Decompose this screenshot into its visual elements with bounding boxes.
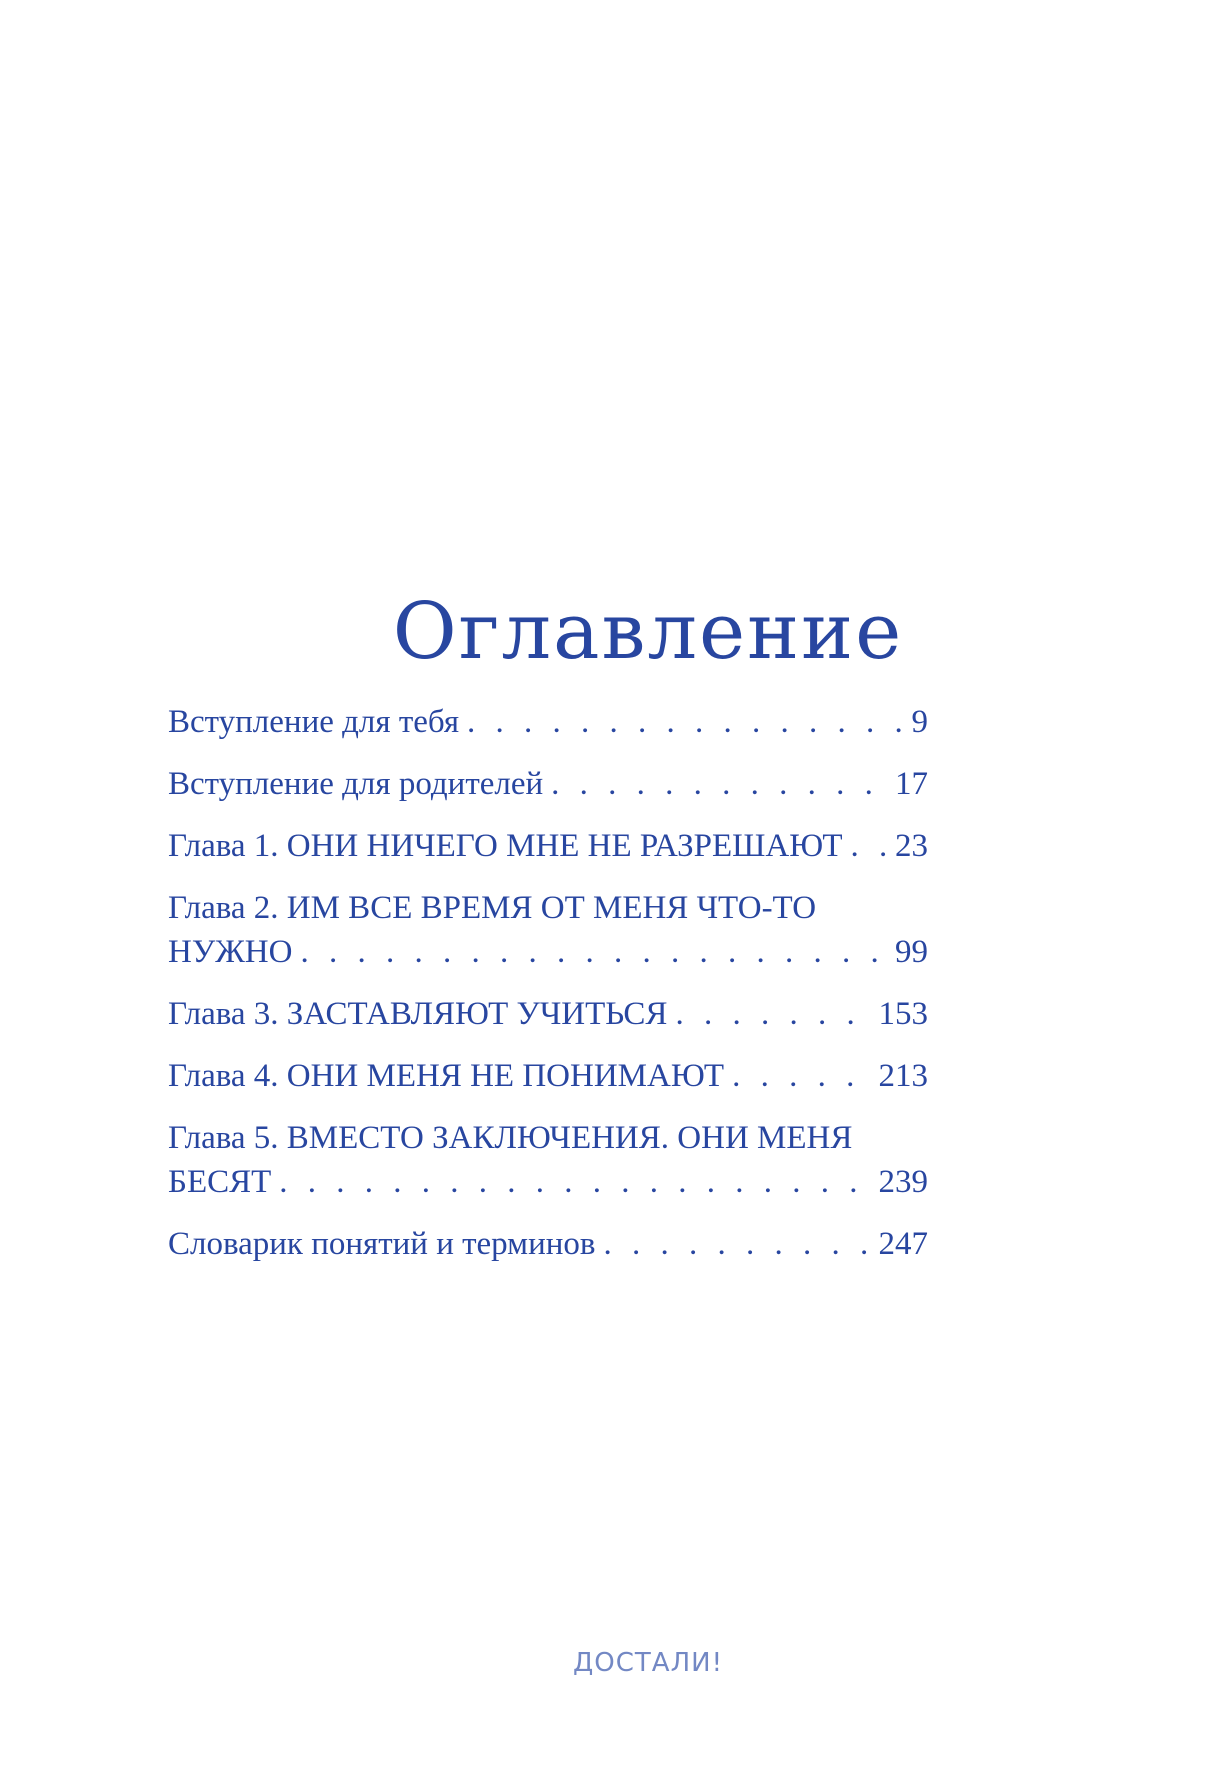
- toc-page-number: 213: [878, 1058, 928, 1094]
- toc-entry-label: Вступление для родителей: [168, 766, 544, 802]
- dot-leader: [603, 1222, 870, 1266]
- toc-page-number: 247: [878, 1226, 928, 1262]
- toc-entry-chapter-2[interactable]: [168, 886, 928, 974]
- toc-page-number: 17: [895, 766, 928, 802]
- toc-row: [168, 992, 928, 1036]
- dot-leader: [300, 930, 887, 974]
- toc-entry-glossary[interactable]: [168, 1222, 928, 1266]
- toc-entry-chapter-3[interactable]: [168, 992, 928, 1036]
- toc-row: [168, 930, 928, 974]
- toc-entry-chapter-4[interactable]: [168, 1054, 928, 1098]
- toc-entry-intro-parents[interactable]: [168, 762, 928, 806]
- toc-entry-intro-you[interactable]: [168, 700, 928, 744]
- toc-entry-label: Глава 4. ОНИ МЕНЯ НЕ ПОНИМАЮТ: [168, 1058, 725, 1094]
- toc-page-number: 23: [895, 828, 928, 864]
- dot-leader: [467, 700, 903, 744]
- toc-entry-label: Вступление для тебя: [168, 704, 460, 740]
- toc-entry-chapter-1[interactable]: [168, 824, 928, 868]
- toc-page-number: 239: [878, 1164, 928, 1200]
- toc-entry-label: Глава 3. ЗАСТАВЛЯЮТ УЧИТЬСЯ: [168, 996, 668, 1032]
- toc-entry-label: БЕСЯТ: [168, 1164, 272, 1200]
- dot-leader: [551, 762, 887, 806]
- toc-row: [168, 700, 928, 744]
- dot-leader: [675, 992, 870, 1036]
- toc-row: [168, 824, 928, 868]
- toc-entry-label: Словарик понятий и терминов: [168, 1226, 596, 1262]
- toc-page-number: 9: [911, 704, 928, 740]
- toc-row: [168, 1160, 928, 1204]
- toc-row: [168, 762, 928, 806]
- running-footer-book-title: ДОСТАЛИ!: [572, 1648, 724, 1678]
- toc-page-number: 99: [895, 934, 928, 970]
- dot-leader: [732, 1054, 870, 1098]
- dot-leader: [851, 824, 888, 868]
- toc-page-number: 153: [878, 996, 928, 1032]
- toc-entry-label: Глава 1. ОНИ НИЧЕГО МНЕ НЕ РАЗРЕШАЮТ: [168, 828, 843, 864]
- toc-entry-label: НУЖНО: [168, 934, 293, 970]
- dot-leader: [279, 1160, 870, 1204]
- toc-row: [168, 1054, 928, 1098]
- table-of-contents: [168, 700, 928, 1284]
- toc-row: [168, 1222, 928, 1266]
- toc-entry-label-line: Глава 5. ВМЕСТО ЗАКЛЮЧЕНИЯ. ОНИ МЕНЯ: [168, 1120, 853, 1156]
- toc-entry-label-line: Глава 2. ИМ ВСЕ ВРЕМЯ ОТ МЕНЯ ЧТО-ТО: [168, 890, 817, 926]
- toc-entry-chapter-5[interactable]: [168, 1116, 928, 1204]
- page-title: Оглавление: [392, 587, 904, 678]
